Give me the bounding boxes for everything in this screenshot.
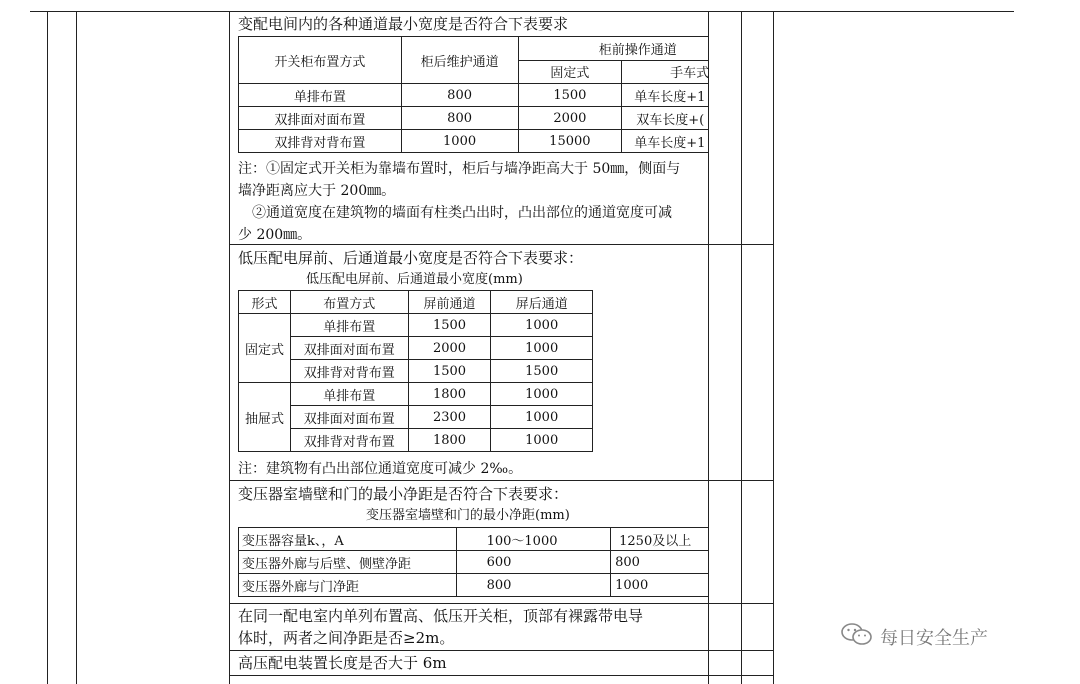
cell-back: 1000 (491, 314, 593, 337)
table-caption: 变压器室墙壁和门的最小净距(mm) (366, 508, 570, 523)
cell-front: 2000 (408, 337, 491, 360)
cell-layout: 双排背对背布置 (290, 429, 408, 452)
cell-back: 1000 (401, 130, 518, 153)
cell-label: 变压器容量k、，A (239, 528, 457, 551)
table-row (239, 314, 593, 337)
cell-value: 600 (456, 551, 611, 574)
transformer-table (238, 527, 709, 597)
cell-front: 1800 (408, 383, 491, 406)
cell-back: 1500 (491, 360, 593, 383)
cell-front: 1500 (408, 360, 491, 383)
cell-layout: 单排布置 (239, 84, 402, 107)
note-line: 少 200㎜。 (238, 227, 312, 243)
header-front: 屏前通道 (408, 291, 491, 314)
cell-value: 1250及以上 (611, 528, 709, 551)
cell-value: 1000 (611, 574, 709, 597)
cell-back: 800 (401, 84, 518, 107)
cell-form: 固定式 (239, 314, 291, 383)
table-caption: 低压配电屏前、后通道最小宽度(mm) (306, 272, 523, 287)
note-line: ②通道宽度在建筑物的墙面有柱类凸出时，凸出部位的通道宽度可减 (252, 205, 672, 221)
header-back-passage: 柜后维护通道 (401, 37, 518, 84)
note-line: 注：①固定式开关柜为靠墙布置时，柜后与墙净距高大于 50㎜，侧面与 (238, 161, 681, 177)
watermark-text: 每日安全生产 (880, 627, 988, 649)
cell-label: 变压器外廊与门净距 (239, 574, 457, 597)
cell-back: 1000 (491, 406, 593, 429)
table-row (239, 383, 593, 406)
table-row (239, 551, 709, 574)
wechat-icon (840, 622, 874, 651)
cell-fixed: 1500 (518, 84, 622, 107)
cell-back: 1000 (491, 383, 593, 406)
table-row (239, 528, 709, 551)
switchgear-table-wrap (238, 36, 709, 158)
cell-layout: 双排面对面布置 (239, 107, 402, 130)
cell-layout: 双排背对背布置 (239, 130, 402, 153)
section-title: 变配电间内的各种通道最小宽度是否符合下表要求 (238, 15, 569, 33)
cell-front: 1800 (408, 429, 491, 452)
cell-cart: 单车长度+1 (622, 84, 709, 107)
note-line: 墙净距离应大于 200㎜。 (238, 183, 396, 199)
cell-front: 1500 (408, 314, 491, 337)
cell-back: 1000 (491, 429, 593, 452)
table-row (239, 360, 593, 383)
header-back: 屏后通道 (491, 291, 593, 314)
cell-front: 2300 (408, 406, 491, 429)
cell-layout: 双排面对面布置 (290, 406, 408, 429)
header-form: 形式 (239, 291, 291, 314)
text-line: 高压配电装置长度是否大于 6m (238, 654, 447, 672)
cell-layout: 双排面对面布置 (290, 337, 408, 360)
cell-back: 800 (401, 107, 518, 130)
cell-value: 800 (456, 574, 611, 597)
cell-layout: 双排背对背布置 (290, 360, 408, 383)
text-line: 体时，两者之间净距是否≥2m。 (238, 629, 455, 647)
cell-fixed: 2000 (518, 107, 622, 130)
header-cart: 手车式 (622, 60, 709, 84)
table-row (239, 107, 710, 130)
switchgear-table (238, 36, 709, 153)
section-title: 低压配电屏前、后通道最小宽度是否符合下表要求： (238, 249, 584, 267)
cell-label: 变压器外廊与后壁、侧壁净距 (239, 551, 457, 574)
note-line: 注：建筑物有凸出部位通道宽度可减少 2‰。 (238, 461, 523, 477)
cell-value: 100～1000 (456, 528, 611, 551)
cell-layout: 单排布置 (290, 314, 408, 337)
low-voltage-table (238, 290, 593, 452)
cell-cart: 双车长度+( (622, 107, 709, 130)
header-layout: 布置方式 (290, 291, 408, 314)
table-row (239, 574, 709, 597)
table-row (239, 84, 710, 107)
text-line: 在同一配电室内单列布置高、低压开关柜，顶部有裸露带电导 (238, 607, 644, 625)
table-row (239, 429, 593, 452)
cell-value: 800 (611, 551, 709, 574)
table-row (239, 406, 593, 429)
cell-cart: 单车长度+1 (622, 130, 709, 153)
header-front-passage: 柜前操作通道 (518, 37, 709, 61)
cell-back: 1000 (491, 337, 593, 360)
cell-fixed: 15000 (518, 130, 622, 153)
cell-form: 抽屉式 (239, 383, 291, 452)
cell-layout: 单排布置 (290, 383, 408, 406)
header-fixed: 固定式 (518, 60, 622, 84)
watermark (840, 622, 988, 651)
section-title: 变压器室墙壁和门的最小净距是否符合下表要求： (238, 485, 569, 503)
header-layout: 开关柜布置方式 (239, 37, 402, 84)
table-row (239, 337, 593, 360)
table-row (239, 130, 710, 153)
